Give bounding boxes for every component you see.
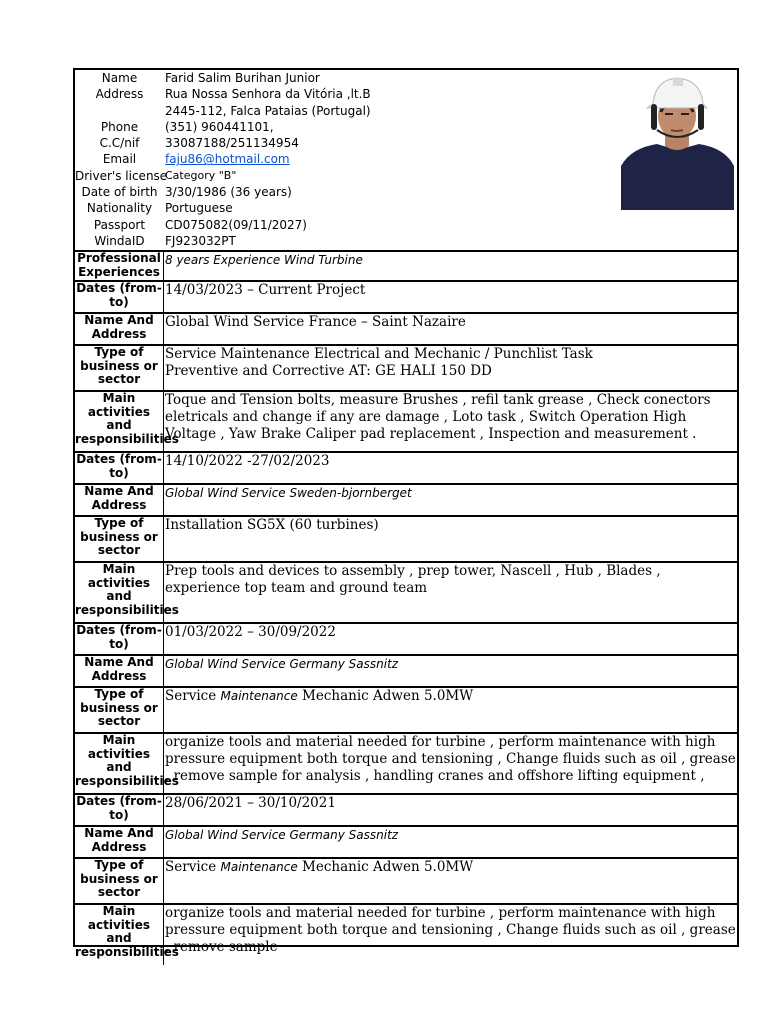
exp3-dates: 01/03/2022 – 30/09/2022 <box>165 624 336 640</box>
exp1-dates-row <box>75 282 737 314</box>
business-label: Type of business or sector <box>75 859 164 903</box>
professional-row <box>75 252 737 282</box>
activities-label: Main activities and responsibilities <box>75 734 164 793</box>
exp4-activities: organize tools and material needed for turbine , perform maintenance with high pressure equipment both torque and tensioning , Change fluids such as oil , grease , remove sample <box>165 905 736 955</box>
dob-label: Date of birth <box>81 184 158 199</box>
windaid-row <box>75 233 737 249</box>
business-label: Type of business or sector <box>75 688 164 732</box>
name-address-label: Name And Address <box>75 314 164 344</box>
cv-table <box>73 68 739 959</box>
activities-label: Main activities and responsibilities <box>75 563 164 622</box>
ccnif-value: 33087188/251134954 <box>165 136 299 151</box>
exp3-activities-row <box>75 734 737 795</box>
name-label: Name <box>101 71 138 85</box>
name-address-label: Name And Address <box>75 827 164 857</box>
exp4-dates-row <box>75 795 737 827</box>
profile-photo <box>621 74 734 210</box>
exp2-business: Installation SG5X (60 turbines) <box>165 517 379 533</box>
exp3-name-row <box>75 656 737 688</box>
exp1-business-line-1: Service Maintenance Electrical and Mechanic / Punchlist Task <box>165 346 593 362</box>
professional-label: Professional Experiences <box>75 252 164 280</box>
license-label: Driver's license <box>75 168 168 183</box>
dates-label: Dates (from-to) <box>75 795 164 825</box>
phone-value: (351) 960441101, <box>165 119 274 134</box>
activities-label: Main activities and responsibilities <box>75 905 164 965</box>
license-value: Category "B" <box>165 168 237 182</box>
ccnif-label: C.C/nif <box>99 136 140 151</box>
exp3-name-address: Global Wind Service Germany Sassnitz <box>165 657 399 671</box>
name-address-label: Name And Address <box>75 485 164 515</box>
exp4-dates: 28/06/2021 – 30/10/2021 <box>165 795 336 811</box>
exp1-activities-row <box>75 392 737 453</box>
exp2-name-address: Global Wind Service Sweden-bjornberget <box>165 486 412 500</box>
exp1-name-row <box>75 314 737 346</box>
exp2-business-row <box>75 517 737 563</box>
name-address-label: Name And Address <box>75 656 164 686</box>
exp2-activities-row <box>75 563 737 624</box>
nationality-label: Nationality <box>86 201 153 216</box>
passport-label: Passport <box>93 217 146 232</box>
email-label: Email <box>102 152 137 167</box>
exp3-dates-row <box>75 624 737 656</box>
exp3-activities: organize tools and material needed for turbine , perform maintenance with high pressure equipment both torque and tensioning , Change fluids such as oil , grease , remove sample for analysis , handling cranes and offshore lifting equipment , <box>165 734 736 784</box>
email-link[interactable]: faju86@hotmail.com <box>165 152 290 167</box>
exp1-dates: 14/03/2023 – Current Project <box>165 282 366 298</box>
business-label: Type of business or sector <box>75 346 164 390</box>
dates-label: Dates (from-to) <box>75 624 164 654</box>
exp3-business: Service Maintenance Mechanic Adwen 5.0MW <box>165 688 474 704</box>
exp1-business-line-2: Preventive and Corrective AT: GE HALI 150 DD <box>165 363 492 379</box>
exp3-business-row <box>75 688 737 734</box>
exp1-activities: Toque and Tension bolts, measure Brushes , refil tank grease , Check conectors eletricals and change if any are damage , Loto task , Switch Operation High Voltage , Yaw Brake Caliper pad replacement , Inspection and measurement . <box>165 392 711 442</box>
name-value: Farid Salim Burihan Junior <box>165 71 320 85</box>
passport-row <box>75 217 737 233</box>
nationality-value: Portuguese <box>165 201 233 216</box>
exp1-name-address: Global Wind Service France – Saint Nazaire <box>165 314 466 330</box>
exp4-business: Service Maintenance Mechanic Adwen 5.0MW <box>165 859 474 875</box>
dob-value: 3/30/1986 (36 years) <box>165 184 292 199</box>
address-line-2: 2445-112, Falca Pataias (Portugal) <box>165 103 371 118</box>
address-line-1: Rua Nossa Senhora da Vitória ,lt.B <box>165 87 371 102</box>
exp1-business-row <box>75 346 737 392</box>
business-label: Type of business or sector <box>75 517 164 561</box>
personal-info-section <box>75 70 737 252</box>
windaid-value: FJ923032PT <box>165 233 236 248</box>
dates-label: Dates (from-to) <box>75 282 164 312</box>
exp4-business-row <box>75 859 737 905</box>
exp4-name-row <box>75 827 737 859</box>
phone-label: Phone <box>100 119 139 134</box>
activities-label: Main activities and responsibilities <box>75 392 164 451</box>
windaid-label: WindaID <box>94 233 145 248</box>
exp2-dates: 14/10/2022 -27/02/2023 <box>165 453 330 469</box>
exp2-dates-row <box>75 453 737 485</box>
dates-label: Dates (from-to) <box>75 453 164 483</box>
exp4-activities-row <box>75 905 737 965</box>
exp2-name-row <box>75 485 737 517</box>
exp2-activities: Prep tools and devices to assembly , prep tower, Nascell , Hub , Blades , experience top team and ground team <box>165 563 661 596</box>
passport-value: CD075082(09/11/2027) <box>165 217 307 232</box>
professional-value: 8 years Experience Wind Turbine <box>165 253 363 267</box>
address-label: Address <box>95 87 144 102</box>
exp4-name-address: Global Wind Service Germany Sassnitz <box>165 828 399 842</box>
